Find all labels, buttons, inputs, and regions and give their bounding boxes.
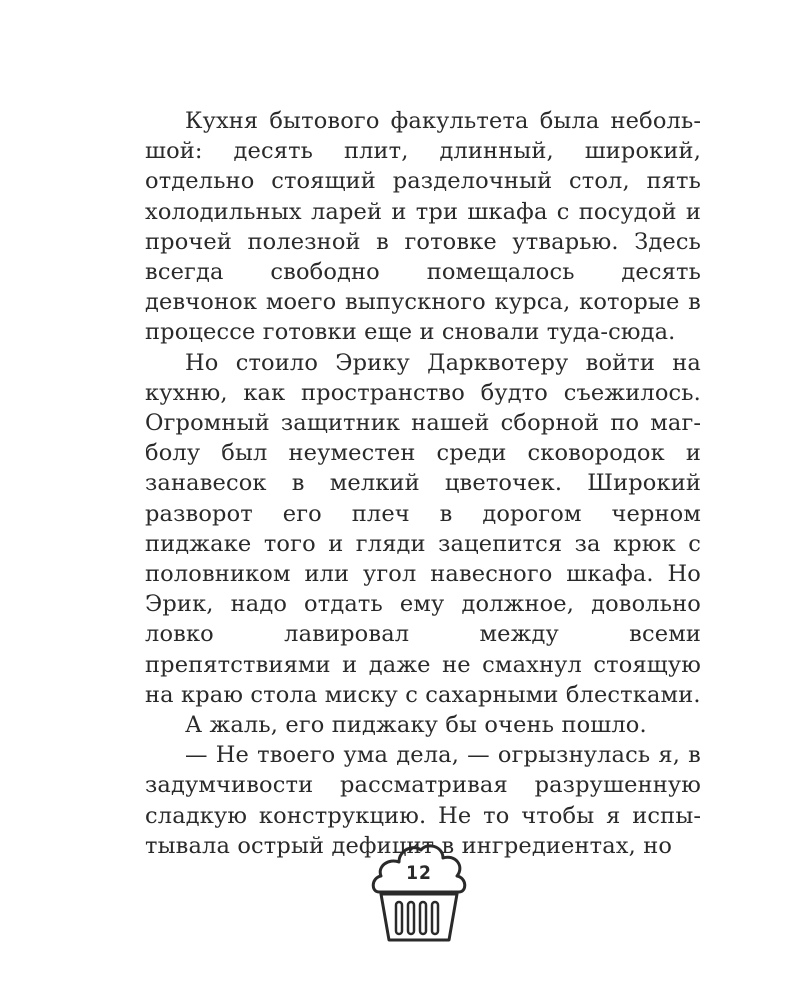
paragraph-3: А жаль, его пиджаку бы очень пошло. [185,712,647,739]
page-footer [369,838,469,944]
paragraph-1: Кухня бытового факультета была небольшой: десять плит, длинный, широкий, отдельно стоящий разделочный стол, пять холодильных ларей и три шкафа с посудой и прочей полезной в готовке утварью. Здесь всегда свободно помещалось десять девчонок моего выпускного курса, которые в процессе готовки еще и сновали туда-сюда. [145,108,701,346]
paragraph-4: — Не твоего ума дела, — огрызнулась я, в задумчивости рассматривая разрушенную сладкую конструкцию. Не то чтобы я испытывала острый дефицит в ингредиентах, но [145,742,701,859]
paragraph-2: Но стоило Эрику Дарквотеру войти на кухню, как пространство будто съежилось. Огромный защитник нашей сборной по магболу был неуместен среди сковородок и занавесок в мелкий цветочек. Широкий разворот его плеч в дорогом черном пиджаке того и гляди зацепится за крюк с половником или угол навесного шкафа. Но Эрик, надо отдать ему должное, довольно ловко лавировал между всеми препятствиями и даже не смахнул стоящую на краю стола миску с сахарными блестками. [145,349,701,708]
page-number: 12 [406,862,432,884]
body-text [145,106,701,861]
cupcake-icon [369,838,469,944]
